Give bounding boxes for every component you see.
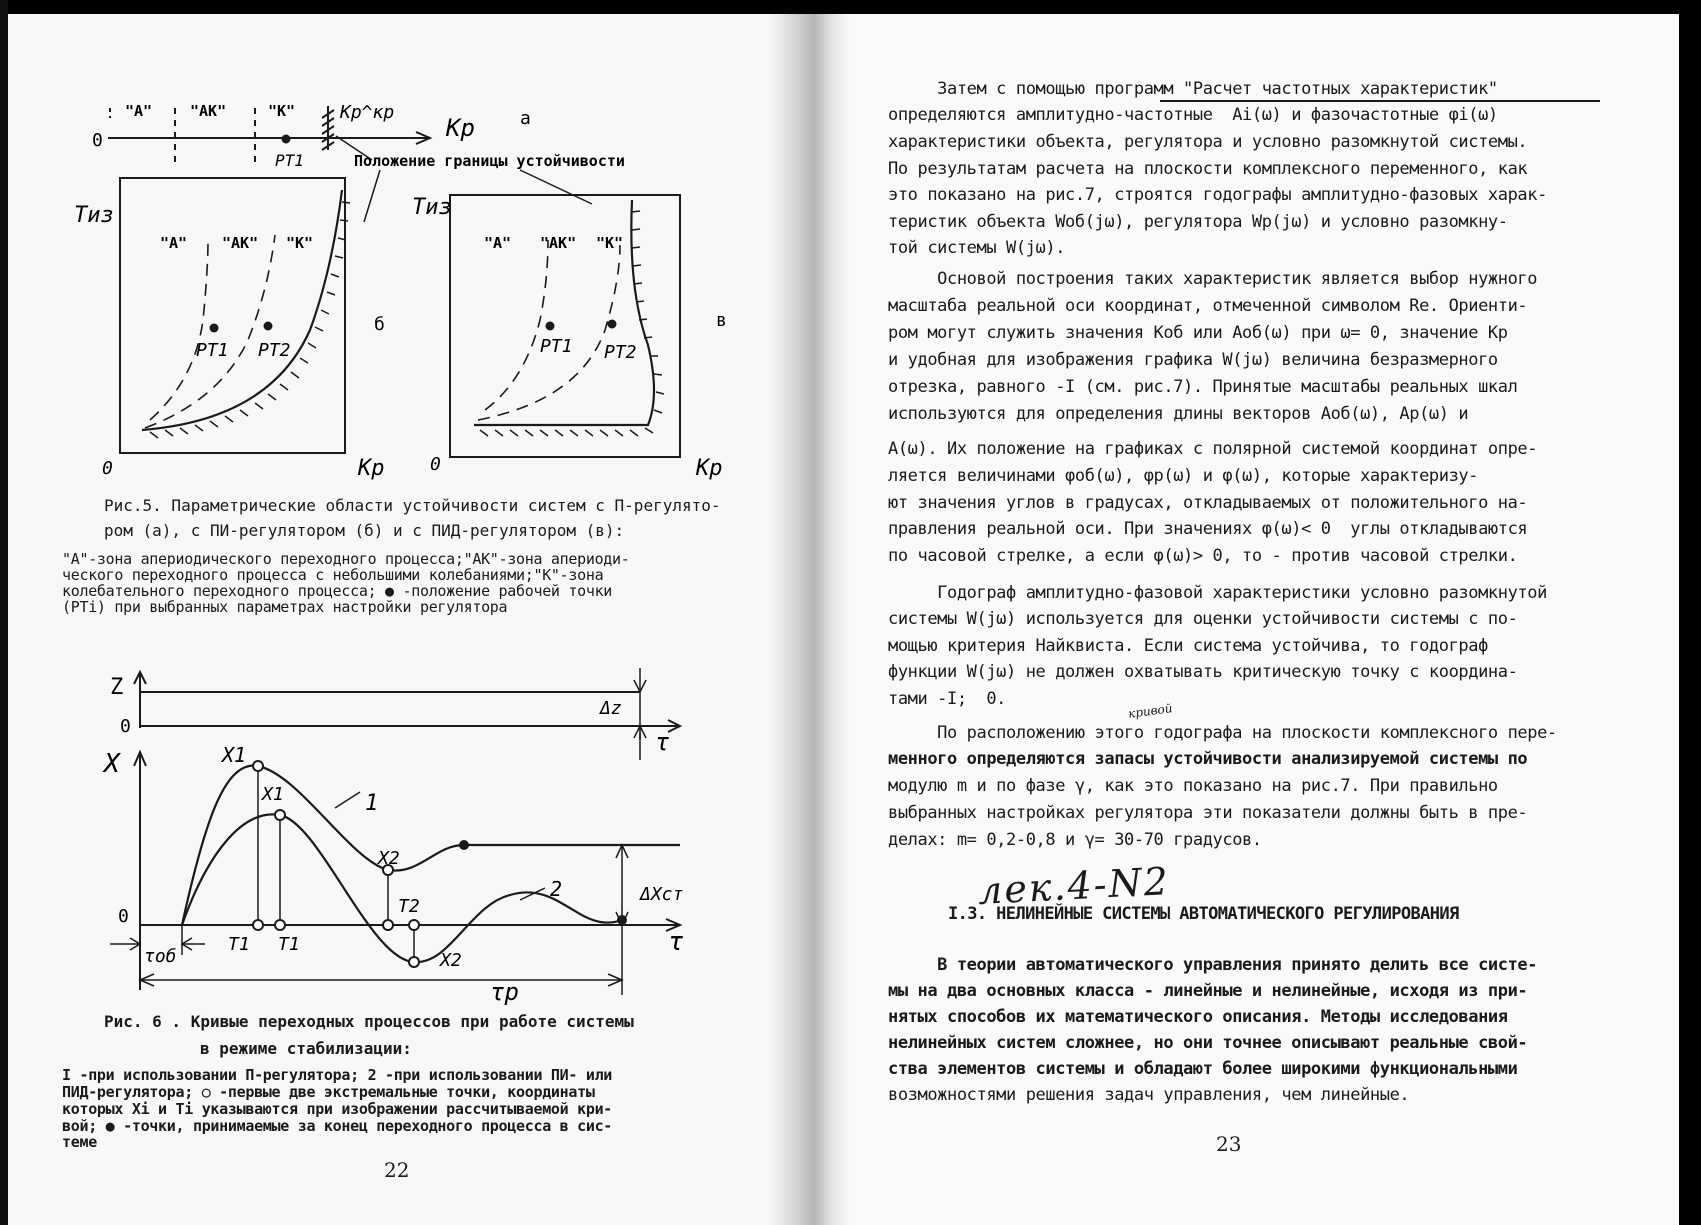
fig5a-zero: 0 [92,130,103,151]
fig6-x-label: X [104,749,120,779]
fig6-point-T1-a: T1 [228,934,250,955]
fig6-tau-label: τ [668,927,684,957]
p4-line-4: выбранных настройках регулятора эти показатели должны быть в пре- [888,803,1528,823]
p1-line-3: характеристики объекта, регулятора и условно разомкнутой системы. [888,132,1528,152]
fig6-caption-line-1: Рис. 6 . Кривые переходных процессов при работе системы [104,1012,634,1031]
fig5-legend-line-4: (PTi) при выбранных параметрах настройки регулятора [62,598,508,616]
p3-line-3: мощью критерия Найквиста. Если система устойчива, то годограф [888,636,1488,656]
fig6-point-T1-b: T1 [278,934,300,955]
fig6-tau-p-label: τp [490,978,519,1006]
fig5v-pt2-label: PT2 [604,342,637,363]
fig6-legend-line-1: I -при использовании П-регулятора; 2 -при использовании ПИ- или [62,1066,613,1084]
fig6-point-X1-top: X1 [222,743,247,767]
fig5-legend-line-3: колебательного переходного процесса; ● -положение рабочей точки [62,582,613,600]
fig5v-zone-AK: "AK" [540,234,577,252]
fig6-point-X2-low: X2 [440,950,462,971]
fig5v-x-label: Kp [696,456,723,481]
p2-line-6: используются для определения длины векторов Aоб(ω), Ap(ω) и [888,404,1469,424]
handwritten-lecture-mark: лек.4-N2 [976,859,1171,913]
fig5a-crit-label: Kp^кр [340,102,395,123]
link-underline [1160,100,1600,102]
left-page-number: 22 [384,1158,410,1182]
p1-line-5: это показано на рис.7, строятся годографы амплитудно-фазовых харак- [888,185,1547,205]
fig6-curve-2-label: 2 [550,877,563,901]
p5-line-1: В теории автоматического управления принято делить все систе- [888,955,1538,975]
fig6-dz-label: Δz [600,698,622,719]
fig5b-panel-letter: б [374,314,385,335]
p3-line-5: тами -I; 0. [888,689,1007,709]
fig6-legend-line-4: вой; ● -точки, принимаемые за конец переходного процесса в сис- [62,1117,613,1135]
p1-line-4: По результатам расчета на плоскости комплексного переменного, как [888,159,1528,179]
fig6-z-label: Z [110,675,124,700]
scan-border-right [1679,0,1701,1225]
fig5b-pt1-label: PT1 [196,340,229,361]
fig5v-zone-K: "K" [596,234,624,252]
fig5v-zero: 0 [430,454,441,475]
fig6-point-T2: T2 [398,896,420,917]
fig5b-zone-K: "K" [286,234,314,252]
fig5b-zero: 0 [102,458,113,479]
fig5-caption-line-1: Рис.5. Параметрические области устойчивости систем с П-регулято- [104,496,721,515]
fig5-boundary-label: Положение границы устойчивости [354,152,625,170]
p2-line-3: ром могут служить значения Kоб или Aоб(ω) при ω= 0, значение Kp [888,323,1508,343]
p5-line-6: возможностями решения задач управления, чем линейные. [888,1085,1410,1105]
fig5v-pt1-label: PT1 [540,336,573,357]
fig6-legend-line-3: которых Xi и Ti указываются при изображении рассчитываемой кри- [62,1100,613,1118]
fig5a-point-label: PT1 [275,151,304,170]
p1-line-7: той системы W(jω). [888,238,1066,258]
p5-line-5: ства элементов системы и обладают более широкими функциональными [888,1059,1518,1079]
fig6-legend-line-5: теме [62,1133,97,1151]
fig5v-zone-A: "A" [484,234,512,252]
p1-line-2: определяются амплитудно-частотные Ai(ω) и фазочастотные φi(ω) [888,105,1498,125]
fig6-point-X1-low: X1 [262,784,284,805]
fig6-tau-ob-label: τоб [144,946,177,967]
fig6-x-zero: 0 [118,906,129,927]
fig6-caption-line-2: в режиме стабилизации: [200,1039,412,1058]
p5-line-2: мы на два основных класса - линейные и нелинейные, исходя из при- [888,981,1528,1001]
p2-line-11: по часовой стрелке, а если φ(ω)> 0, то - против часовой стрелки. [888,546,1518,566]
p2-line-5: отрезка, равного -I (см. рис.7). Принятые масштабы реальных шкал [888,377,1518,397]
fig6-legend-line-2: ПИД-регулятора; ○ -первые две экстремальные точки, координаты [62,1083,595,1101]
fig6-point-X2-top: X2 [378,848,400,869]
p2-line-9: ют значения углов в градусах, откладываемых от положительного на- [888,493,1528,513]
right-page-number: 23 [1216,1132,1242,1156]
fig5v-panel-letter: в [716,310,727,331]
fig5b-zone-AK: "AK" [222,234,259,252]
fig5b-x-label: Kp [358,456,385,481]
fig6-z-zero: 0 [120,716,131,737]
fig6-curve-1-label: 1 [365,791,379,816]
p1-line-1: Затем с помощью программ "Расчет частотных характеристик" [888,79,1498,99]
fig5a-zone-AK: "AK" [190,102,227,120]
fig5-legend-line-2: ческого переходного процесса с небольшими колебаниями;"K"-зона [62,566,604,584]
fig6-end-point-1 [459,840,469,850]
p2-line-8: ляется величинами φоб(ω), φp(ω) и φ(ω), которые характеризу- [888,466,1479,486]
p3-line-2: системы W(jω) используется для оценки устойчивости системы с по- [888,609,1518,629]
fig5a-zone-K: "K" [268,102,296,120]
p4-line-5: делах: m= 0,2-0,8 и γ= 30-70 градусов. [888,830,1262,850]
p2-line-7: A(ω). Их положение на графиках с полярной системой координат опре- [888,439,1538,459]
fig5b-y-label: Tиз [74,203,114,228]
fig5a-panel-letter: a [520,108,531,129]
fig5b-pt2-label: PT2 [258,340,291,361]
p5-line-3: нятых способов их математического описания. Методы исследования [888,1007,1508,1027]
fig6-dx-label: ΔXст [640,884,684,905]
fig6-end-point-2 [617,915,627,925]
p4-line-3: модулю m и по фазе γ, как это показано на рис.7. При правильно [888,776,1498,796]
fig5b-zone-A: "A" [160,234,188,252]
section-heading: I.3. НЕЛИНЕЙНЫЕ СИСТЕМЫ АВТОМАТИЧЕСКОГО РЕГУЛИРОВАНИЯ [948,904,1459,924]
fig5a-axis-label: Kp [446,114,475,142]
fig6-tau-label-top: τ [655,728,670,756]
handwritten-note: кривой [1127,700,1174,722]
p3-line-1: Годограф амплитудно-фазовой характеристики условно разомкнутой [888,583,1547,603]
p4-line-2: менного определяются запасы устойчивости анализируемой системы по [888,749,1528,769]
p2-line-10: правления реальной оси. При значениях φ(ω)< 0 углы откладываются [888,519,1528,539]
p2-line-1: Основой построения таких характеристик является выбор нужного [888,269,1538,289]
fig5-legend-line-1: "A"-зона апериодического переходного процесса;"AK"-зона апериоди- [62,550,630,568]
p5-line-4: нелинейных систем сложнее, но они точнее описывают реальные свой- [888,1033,1528,1053]
p2-line-4: и удобная для изображения графика W(jω) величина безразмерного [888,350,1498,370]
p1-line-6: теристик объекта Wоб(jω), регулятора Wp(jω) и условно разомкну- [888,212,1508,232]
p4-line-1: По расположению этого годографа на плоскости комплексного пере- [888,723,1557,743]
fig5v-y-label: Tиз [412,195,452,220]
p2-line-2: масштаба реальной оси координат, отмеченной символом Re. Ориенти- [888,296,1528,316]
p3-line-4: функции W(jω) не должен охватывать критическую точку с координа- [888,662,1518,682]
fig5a-zone-A: "A" [125,102,153,120]
fig5-caption-line-2: ром (а), с ПИ-регулятором (б) и с ПИД-регулятором (в): [104,521,625,540]
